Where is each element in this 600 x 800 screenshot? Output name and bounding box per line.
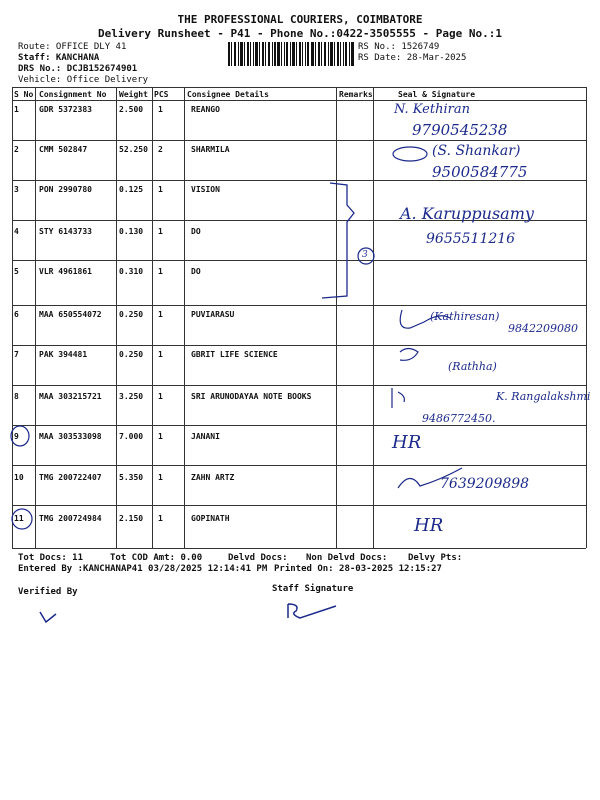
delvy-pts: Delvy Pts: [408,553,463,563]
signature-name: (Kathiresan) [430,310,500,323]
signature-phone: 9790545238 [412,121,508,139]
row-sno: 2 [14,145,19,154]
row-consignment: TMG 200722407 [39,473,102,482]
row-pcs: 1 [158,185,163,194]
row-consignment: MAA 303215721 [39,392,102,401]
row-pcs: 1 [158,432,163,441]
rs-date: RS Date: 28-Mar-2025 [358,53,467,63]
signature-phone: 9486772450. [422,412,496,425]
row-consignee: ZAHN ARTZ [191,473,235,482]
rs-number: RS No.: 1526749 [358,42,440,52]
row-consignment: STY 6143733 [39,227,92,236]
sno-11-circle [12,509,32,529]
signature-name: HR [414,515,444,536]
verified-by-label: Verified By [18,587,78,597]
signature-scribble-8 [392,388,404,408]
row-consignee: PUVIARASU [191,310,235,319]
row-pcs: 1 [158,473,163,482]
signature-name: K. Rangalakshmi [496,390,591,403]
row-weight: 0.250 [119,350,144,359]
row-sno: 1 [14,105,19,114]
row-weight: 0.310 [119,267,144,276]
signature-scribble-2 [393,147,427,161]
signature-name: (Rathha) [448,360,497,373]
col-consignee-header: Consignee Details [187,90,269,99]
row-consignment: TMG 200724984 [39,514,102,523]
row-consignee: GOPINATH [191,514,230,523]
row-weight: 2.150 [119,514,144,523]
row-pcs: 1 [158,392,163,401]
signature-scribble-7 [400,349,418,361]
signature-name: (S. Shankar) [432,143,521,159]
row-pcs: 1 [158,105,163,114]
delvd-docs: Delvd Docs: [228,553,288,563]
signature-name: N. Kethiran [394,102,470,117]
row-consignee: GBRIT LIFE SCIENCE [191,350,278,359]
row-weight: 0.125 [119,185,144,194]
remarks-count: 3 [362,250,368,260]
col-sno-header: S No [14,90,34,99]
row-sno: 5 [14,267,19,276]
row-sno: 8 [14,392,19,401]
row-consignee: DO [191,227,201,236]
staff-signature-mark [288,604,336,618]
row-weight: 7.000 [119,432,144,441]
row-consignment: GDR 5372383 [39,105,92,114]
row-pcs: 1 [158,310,163,319]
row-weight: 2.500 [119,105,144,114]
row-consignment: MAA 303533098 [39,432,102,441]
row-pcs: 1 [158,514,163,523]
vehicle: Vehicle: Office Delivery [18,75,149,85]
row-sno: 10 [14,473,24,482]
col-pcs-header: PCS [154,90,169,99]
row-consignee: JANANI [191,432,220,441]
row-weight: 52.250 [119,145,148,154]
row-consignment: CMM 502847 [39,145,88,154]
drs-number: DRS No.: DCJB152674901 [18,64,138,74]
col-weight-header: Weight [119,90,148,99]
row-weight: 0.130 [119,227,144,236]
row-sno: 6 [14,310,19,319]
row-sno: 11 [14,514,24,523]
row-sno: 9 [14,432,19,441]
non-delvd-docs: Non Delvd Docs: [306,553,388,563]
row-consignment: PAK 394481 [39,350,88,359]
signature-name: HR [392,432,422,453]
row-pcs: 1 [158,267,163,276]
col-signature-header: Seal & Signature [398,90,476,99]
signature-phone: 9655511216 [426,231,516,247]
row-pcs: 2 [158,145,163,154]
tot-docs: Tot Docs: 11 [18,553,84,563]
row-consignment: VLR 4961861 [39,267,92,276]
row-sno: 7 [14,350,19,359]
signature-phone: 7639209898 [440,476,530,492]
signature-name: A. Karuppusamy [400,204,534,223]
row-weight: 5.350 [119,473,144,482]
entered-by: Entered By :KANCHANAP41 03/28/2025 12:14:41 PM [18,564,268,574]
row-pcs: 1 [158,350,163,359]
row-consignee: SRI ARUNODAYAA NOTE BOOKS [191,392,312,401]
remarks-brace [322,183,354,298]
row-consignment: PON 2990780 [39,185,92,194]
sno-9-circle [11,426,29,446]
row-sno: 4 [14,227,19,236]
route: Route: OFFICE DLY 41 [18,42,127,52]
signature-phone: 9500584775 [432,163,528,181]
col-consignment-header: Consignment No [39,90,107,99]
tot-cod: Tot COD Amt: 0.00 [110,553,203,563]
row-consignee: VISION [191,185,220,194]
row-weight: 3.250 [119,392,144,401]
printed-on: Printed On: 28-03-2025 12:15:27 [274,564,442,574]
col-remarks-header: Remarks [339,90,373,99]
row-sno: 3 [14,185,19,194]
row-weight: 0.250 [119,310,144,319]
row-pcs: 1 [158,227,163,236]
row-consignment: MAA 650554072 [39,310,102,319]
runsheet-title: Delivery Runsheet - P41 - Phone No.:0422-3505555 - Page No.:1 [98,27,502,40]
row-consignee: DO [191,267,201,276]
row-consignee: REANGO [191,105,220,114]
company-title: THE PROFESSIONAL COURIERS, COIMBATORE [177,13,423,26]
row-consignee: SHARMILA [191,145,230,154]
staff: Staff: KANCHANA [18,53,100,63]
staff-signature-label: Staff Signature [272,584,354,594]
signature-phone: 9842209080 [508,322,578,335]
verified-signature [40,612,56,622]
